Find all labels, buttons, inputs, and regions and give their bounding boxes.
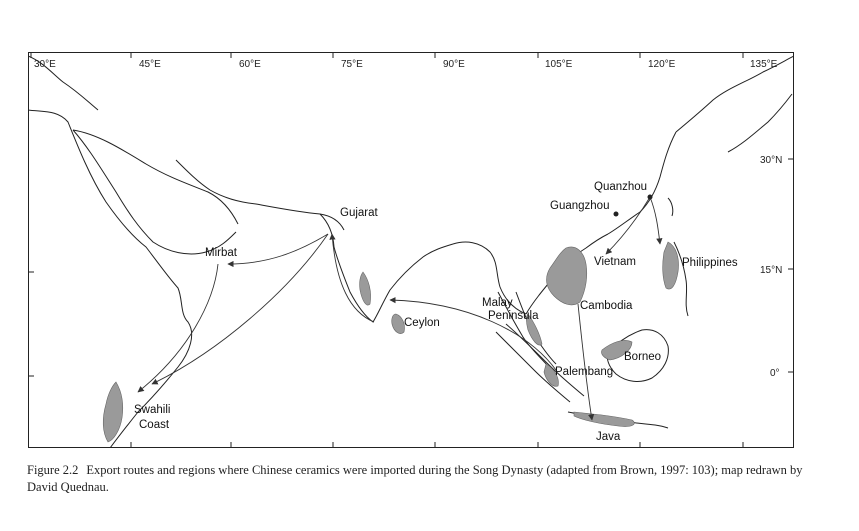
import-regions xyxy=(103,242,678,442)
region-cambodia-vietnam xyxy=(547,247,587,305)
label-cambodia: Cambodia xyxy=(580,300,633,312)
label-peninsula: Peninsula xyxy=(488,310,539,322)
coastlines xyxy=(28,56,794,448)
lon-tick-30e: 30°E xyxy=(34,59,56,70)
lat-tick-30n: 30°N xyxy=(760,155,783,166)
lat-tick-15n: 15°N xyxy=(760,265,783,276)
label-swahili: Swahili xyxy=(134,404,171,416)
quanzhou-marker xyxy=(648,195,653,200)
label-quanzhou: Quanzhou xyxy=(594,181,648,193)
figure-caption-text: Export routes and regions where Chinese ceramics were imported during the Song Dynasty (adapted from Brown, 1997: 103); map redrawn by David Quednau. xyxy=(27,463,803,494)
label-ceylon: Ceylon xyxy=(404,317,440,329)
lon-tick-105e: 105°E xyxy=(545,59,573,70)
region-ceylon xyxy=(392,314,405,334)
lon-tick-75e: 75°E xyxy=(341,59,363,70)
label-vietnam: Vietnam xyxy=(594,256,636,268)
label-philippines: Philippines xyxy=(682,257,738,269)
region-philippines xyxy=(663,242,679,289)
label-java: Java xyxy=(596,431,621,443)
map-frame xyxy=(28,52,794,448)
region-west-india xyxy=(360,272,371,305)
lon-tick-135e: 135°E xyxy=(750,59,778,70)
label-borneo: Borneo xyxy=(624,351,662,363)
route-mirbat-swahili xyxy=(138,264,218,392)
region-java xyxy=(574,412,634,427)
label-malay: Malay xyxy=(482,297,513,309)
route-gujarat-swahili xyxy=(152,234,328,384)
route-gujarat-mirbat xyxy=(228,234,328,264)
longitude-tick-marks xyxy=(28,52,794,448)
lon-tick-90e: 90°E xyxy=(443,59,465,70)
route-quanzhou-vietnam xyxy=(606,197,650,254)
lon-tick-45e: 45°E xyxy=(139,59,161,70)
label-guangzhou: Guangzhou xyxy=(550,200,610,212)
guangzhou-marker xyxy=(614,212,619,217)
figure-label: Figure 2.2 xyxy=(27,463,79,477)
label-coast: Coast xyxy=(139,419,170,431)
figure-caption xyxy=(27,462,827,496)
route-ceylon-gujarat xyxy=(332,234,374,322)
region-swahili-coast xyxy=(103,382,123,442)
lon-tick-120e: 120°E xyxy=(648,59,676,70)
lon-tick-60e: 60°E xyxy=(239,59,261,70)
label-mirbat: Mirbat xyxy=(205,247,237,259)
label-palembang: Palembang xyxy=(555,366,614,378)
route-quanzhou-philippines xyxy=(650,197,660,244)
label-gujarat: Gujarat xyxy=(340,207,378,219)
route-map xyxy=(28,52,794,448)
route-cambodia-java xyxy=(578,304,592,420)
lat-tick-0: 0° xyxy=(770,368,780,379)
